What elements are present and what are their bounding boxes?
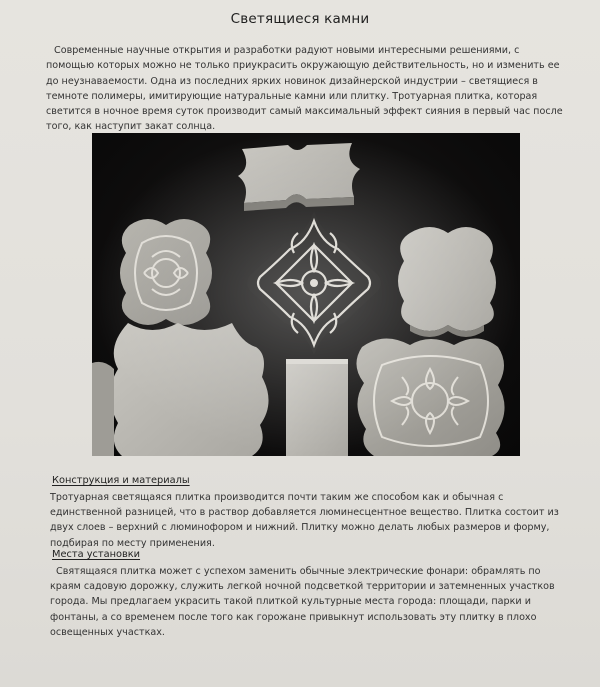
page-title: Светящиеся камни <box>230 11 370 27</box>
section-text-installation: Святящаяся плитка может с успехом заменить обычные электрические фонари: обрамлять по краям садовую дорожку, служить легкой ночной подсветкой территории и затемненных участков города. Мы предлагаем украсить такой плиткой культурные места города: площади, парки и фонтаны, а со временем после того как горожане привыкнут использовать эту плитку в плохо освещенных участках. <box>50 566 555 638</box>
section-text-construction: Тротуарная светящаяся плитка производится почти таким же способом как и обычная с единственной разницей, что в раствор добавляется люминесцентное вещество. Плитка состоит из двух слоев – верхний с люминофором и нижний. Плитку можно делать любых размеров и форму, подбирая по месту применения. <box>50 492 559 549</box>
section-heading-installation: Места установки <box>52 549 141 560</box>
intro-paragraph: Современные научные открытия и разработки радуют новыми интересными решениями, с помощью которых можно не только приукрасить окружающую действительность, но и изменить ее до неузнаваемости. Одна из последних ярких новинок дизайнерской индустрии – светящиеся в темноте полимеры, имитирующие натуральные камни или плитку. Тротуарная плитка, которая светится в ночное время суток производит самый максимальный эффект сияния в первый час после того, как наступит закат солнца. <box>46 45 563 133</box>
section-heading-construction: Конструкция и материалы <box>52 475 190 486</box>
glowing-tiles-photo <box>92 133 520 456</box>
